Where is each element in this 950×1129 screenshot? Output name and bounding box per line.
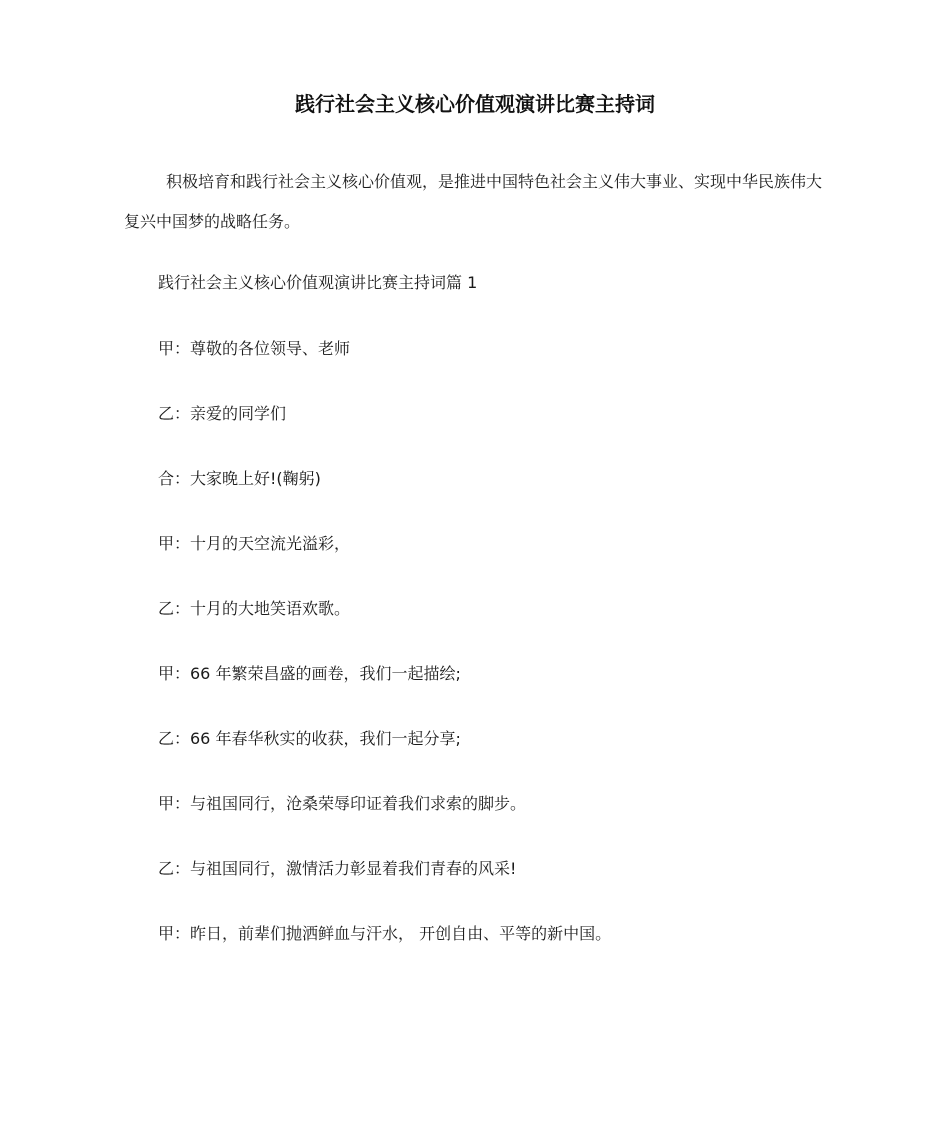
dialogue-line: 甲：尊敬的各位领导、老师 xyxy=(158,339,351,358)
dialogue-line: 甲：与祖国同行，沧桑荣辱印证着我们求索的脚步。 xyxy=(158,794,527,813)
dialogue-line: 甲：66 年繁荣昌盛的画卷，我们一起描绘; xyxy=(158,664,461,683)
dialogue-line: 乙：亲爱的同学们 xyxy=(158,404,287,423)
dialogue-line: 乙：与祖国同行，激情活力彰显着我们青春的风采! xyxy=(158,859,517,878)
dialogue-line: 乙：66 年春华秋实的收获，我们一起分享; xyxy=(158,729,461,748)
dialogue-line: 乙：十月的大地笑语欢歌。 xyxy=(158,599,351,618)
dialogue-line: 甲：昨日，前辈们抛洒鲜血与汗水， 开创自由、平等的新中国。 xyxy=(158,924,612,943)
dialogue-line: 甲：十月的天空流光溢彩， xyxy=(158,534,351,553)
document-title: 践行社会主义核心价值观演讲比赛主持词 xyxy=(295,92,655,116)
section-heading: 践行社会主义核心价值观演讲比赛主持词篇 1 xyxy=(158,273,478,292)
dialogue-line: 合：大家晚上好!(鞠躬) xyxy=(158,469,321,488)
intro-paragraph: 积极培育和践行社会主义核心价值观，是推进中国特色社会主义伟大事业、实现中华民族伟大复兴中国梦的战略任务。 xyxy=(124,172,823,231)
